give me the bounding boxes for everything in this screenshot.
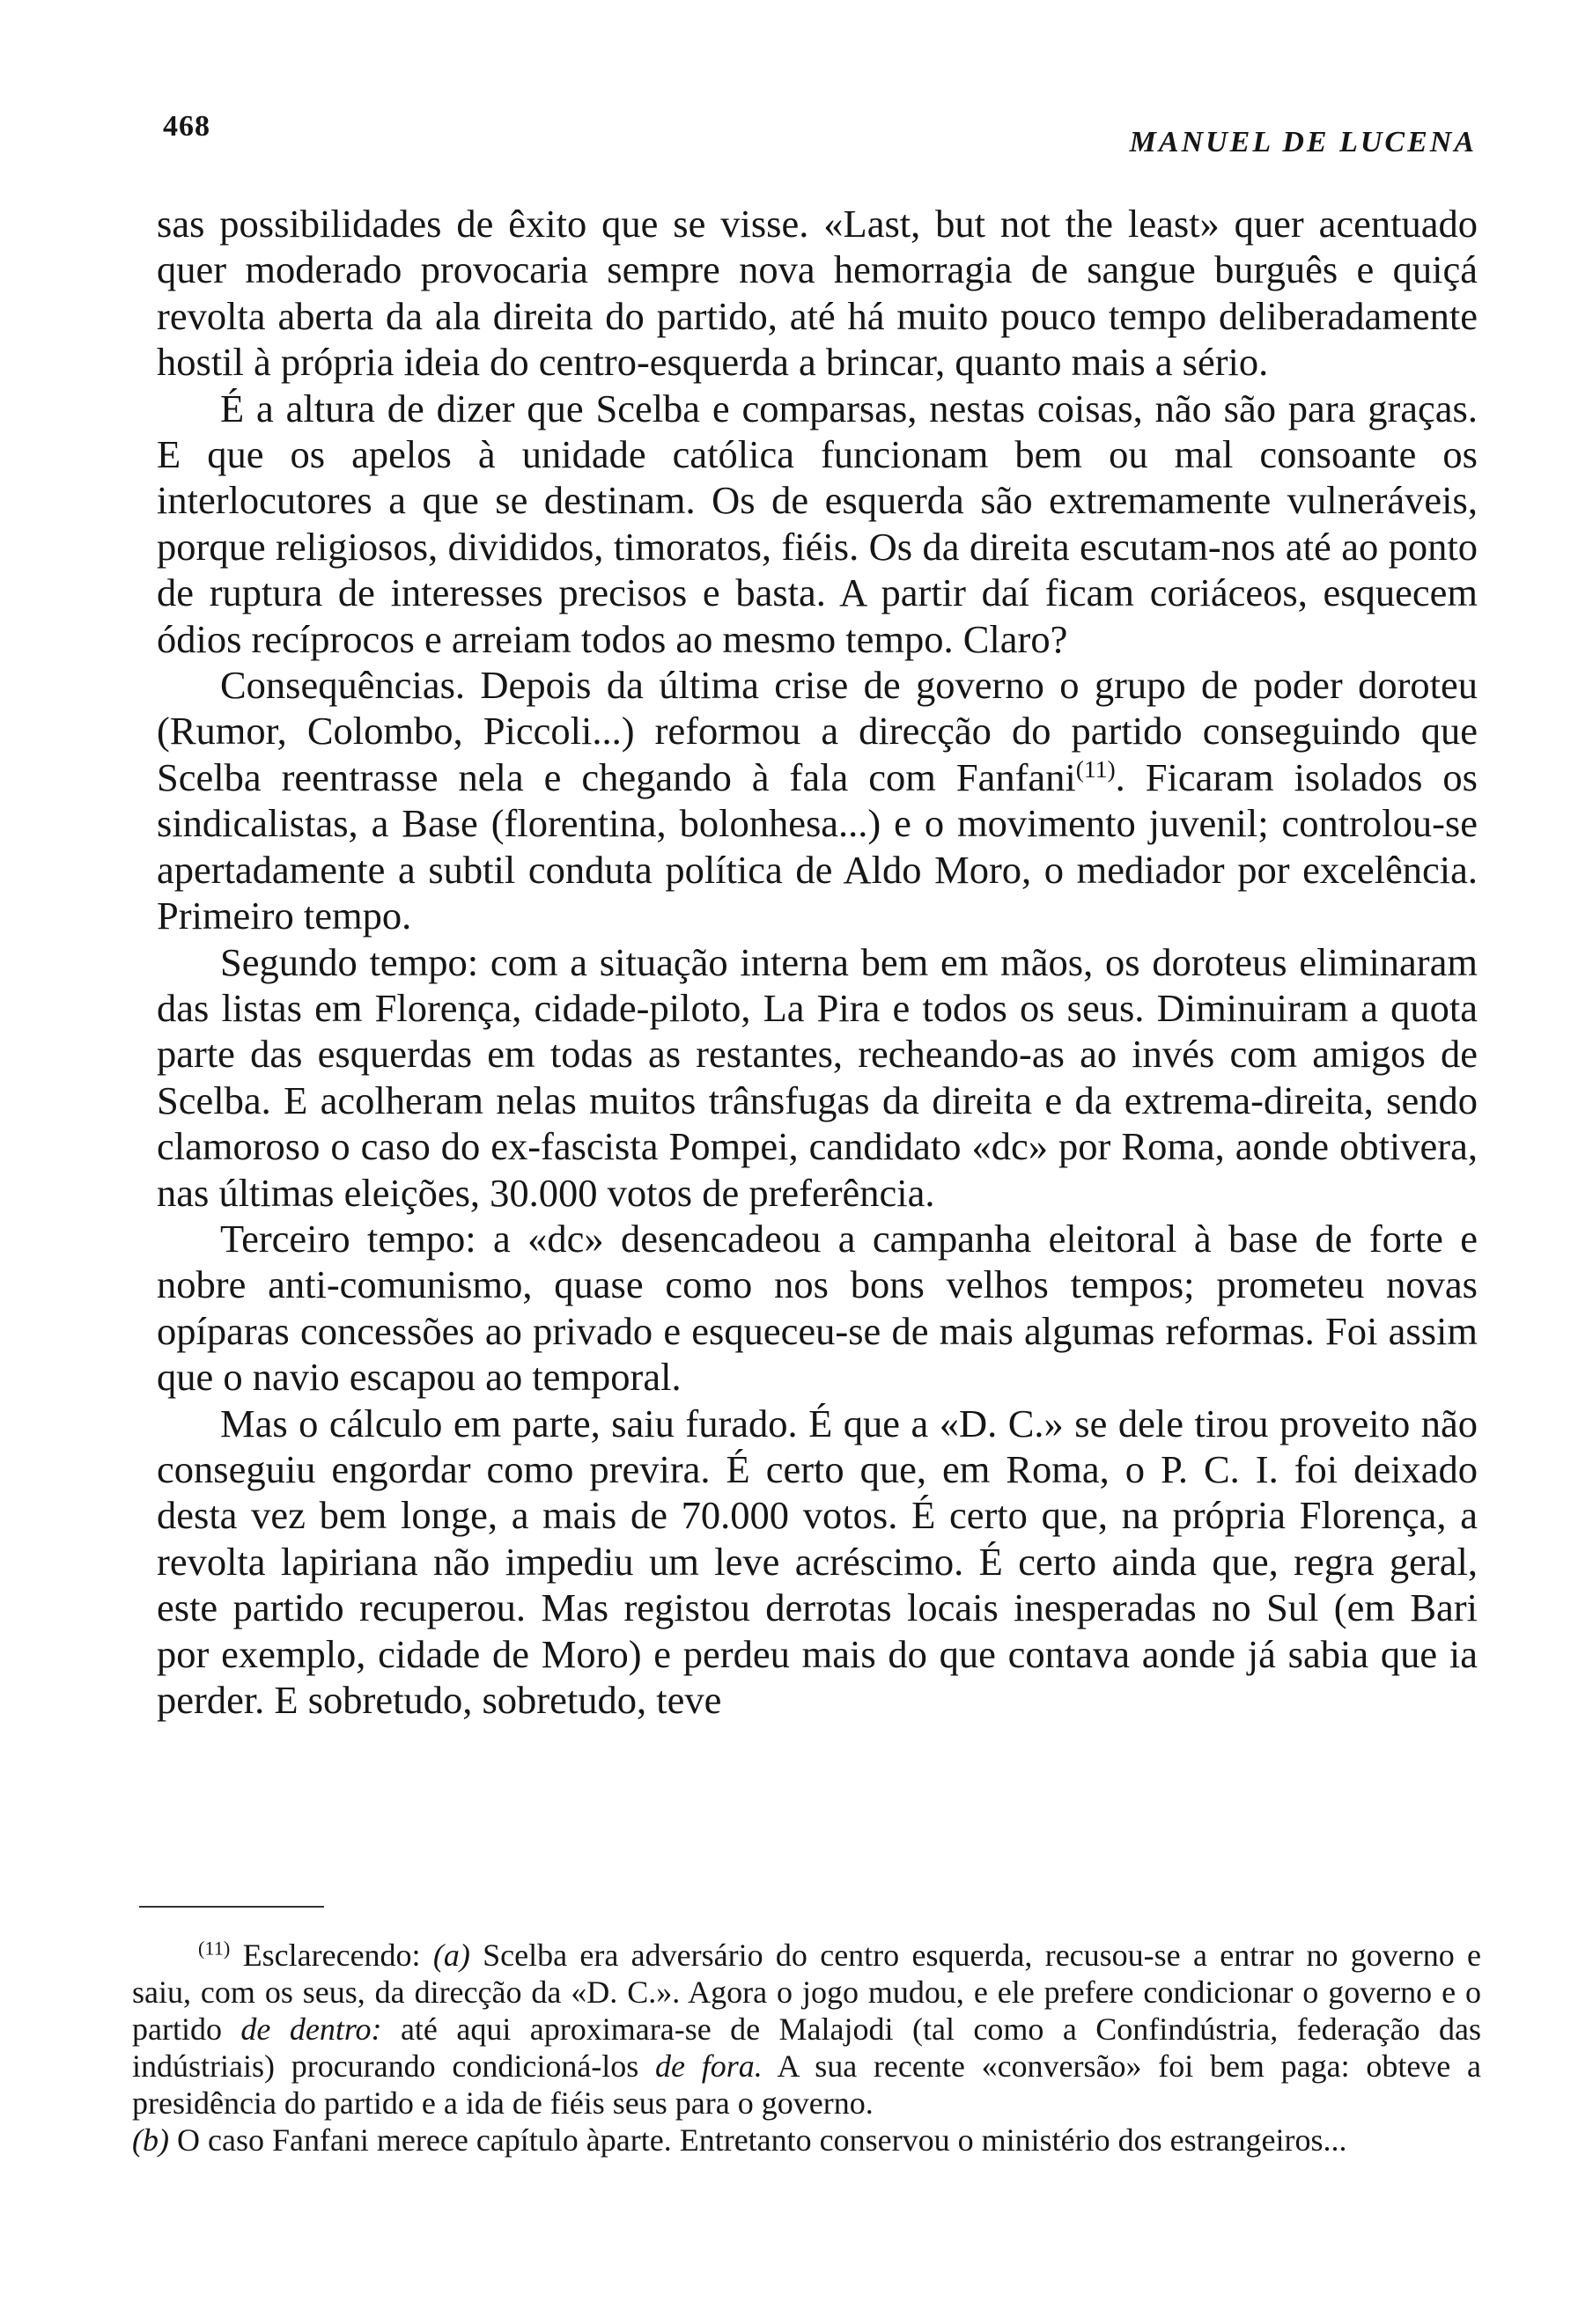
- footnotes: [132, 1937, 1481, 2159]
- paragraph-text: . Ficaram isolados os sindicalistas, a Base (florentina, bolonhesa...) e o movimento juvenil; controlou-se apertadamente a subtil conduta política de Aldo Moro, o mediador por excelência. Primeiro tempo.: [157, 754, 1478, 938]
- footnote-emphasis: de dentro:: [240, 2011, 382, 2047]
- footnote-text: O caso Fanfani merece capítulo àparte. Entretanto conservou o ministério dos estrangeiros...: [168, 2122, 1347, 2158]
- body-text: [157, 201, 1478, 1723]
- footnote-number: (11): [198, 1937, 231, 1960]
- footnote-reference: (11): [1075, 754, 1116, 783]
- paragraph-text: Consequências. Depois da última crise de governo o grupo de poder doroteu (Rumor, Colombo, Piccoli...) reformou a direcção do partido conseguindo que Scelba reentrasse nela e chegando à fala com Fanfani: [157, 663, 1478, 799]
- footnote-label: (b): [132, 2122, 169, 2158]
- paragraph: [157, 662, 1478, 938]
- footnote: [132, 1937, 1481, 2122]
- footnote-text: até aqui aproximara-se de Malajodi (tal como a Confindústria, federação das indústriais) procurando condicioná-los: [132, 2011, 1481, 2084]
- footnote-label: (a): [432, 1938, 470, 1973]
- footnote-separator: [139, 1906, 324, 1908]
- paragraph: Terceiro tempo: a «dc» desencadeou a campanha eleitoral à base de forte e nobre anti-comunismo, quase como nos bons velhos tempos; prometeu novas opíparas concessões ao privado e esqueceu-se de mais algumas reformas. Foi assim que o navio escapou ao temporal.: [157, 1216, 1478, 1400]
- footnote: [132, 2122, 1481, 2159]
- paragraph: Mas o cálculo em parte, saiu furado. É que a «D. C.» se dele tirou proveito não conseguiu engordar como previra. É certo que, em Roma, o P. C. I. foi deixado desta vez bem longe, a mais de 70.000 votos. É certo que, na própria Florença, a revolta lapiriana não impediu um leve acréscimo. É certo ainda que, regra geral, este partido recuperou. Mas registou derrotas locais inesperadas no Sul (em Bari por exemplo, cidade de Moro) e perdeu mais do que contava aonde já sabia que ia perder. E sobretudo, sobretudo, teve: [157, 1401, 1478, 1722]
- footnote-text: A sua recente «conversão» foi bem paga: obteve a presidência do partido e a ida de fiéis seus para o governo.: [132, 2048, 1481, 2121]
- footnote-emphasis: de fora.: [655, 2048, 763, 2084]
- paragraph: É a altura de dizer que Scelba e comparsas, nestas coisas, não são para graças. E que os apelos à unidade católica funcionam bem ou mal consoante os interlocutores a que se destinam. Os de esquerda são extremamente vulneráveis, porque religiosos, divididos, timoratos, fiéis. Os da direita escutam-nos até ao ponto de ruptura de interesses precisos e basta. A partir daí ficam coriáceos, esquecem ódios recíprocos e arreiam todos ao mesmo tempo. Claro?: [157, 386, 1478, 661]
- running-head: MANUEL DE LUCENA: [1129, 126, 1477, 158]
- page-header: [163, 110, 1477, 163]
- footnote-text: Esclarecendo:: [242, 1938, 433, 1973]
- footnote-text: Scelba era adversário do centro esquerda, recusou-se a entrar no governo e saiu, com os seus, da direcção da «D. C.». Agora o jogo mudou, e ele prefere condicionar o governo e o partido: [132, 1938, 1482, 2047]
- paragraph: sas possibilidades de êxito que se visse. «Last, but not the least» quer acentuado quer moderado provocaria sempre nova hemorragia de sangue burguês e quiçá revolta aberta da ala direita do partido, até há muito pouco tempo deliberadamente hostil à própria ideia do centro-esquerda a brincar, quanto mais a sério.: [157, 202, 1478, 385]
- paragraph: Segundo tempo: com a situação interna bem em mãos, os doroteus eliminaram das listas em Florença, cidade-piloto, La Pira e todos os seus. Diminuiram a quota parte das esquerdas em todas as restantes, recheando-as ao invés com amigos de Scelba. E acolheram nelas muitos trânsfugas da direita e da extrema-direita, sendo clamoroso o caso do ex-fascista Pompei, candidato «dc» por Roma, aonde obtivera, nas últimas eleições, 30.000 votos de preferência.: [157, 939, 1478, 1215]
- page-number: 468: [163, 110, 210, 143]
